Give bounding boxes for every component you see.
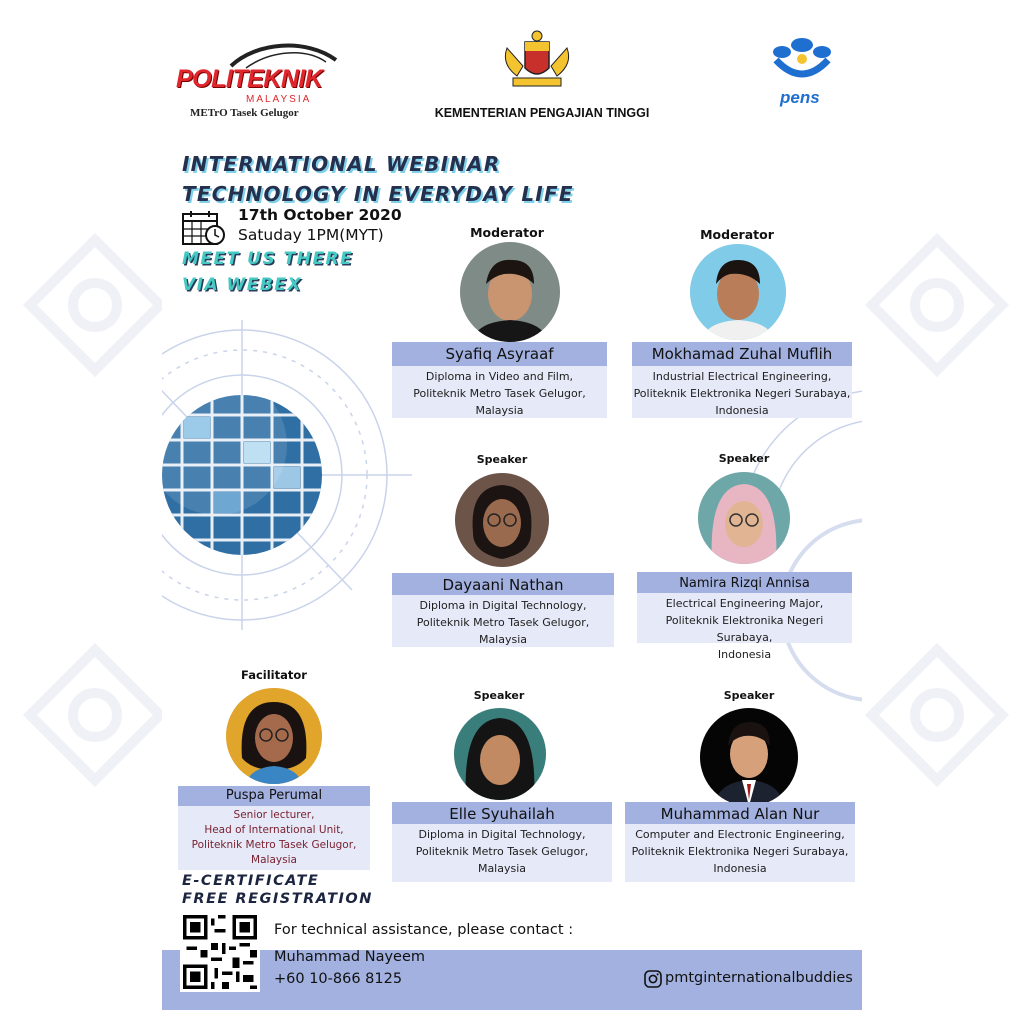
- name-alan: Muhammad Alan Nur: [625, 802, 855, 826]
- detail-line: Politeknik Elektronika Negeri Surabaya,: [665, 614, 824, 644]
- detail-line: Indonesia: [715, 404, 769, 417]
- details-mokhamad: [632, 366, 852, 418]
- politeknik-name: POLITEKNIK: [176, 65, 323, 93]
- details-syafiq: [392, 366, 607, 418]
- role-label: Speaker: [476, 453, 528, 466]
- webinar-title: INTERNATIONAL WEBINAR: [182, 152, 501, 176]
- person-icon: [454, 708, 546, 800]
- avatar-puspa: [226, 688, 322, 784]
- avatar-alan: [700, 708, 798, 806]
- coat-of-arms-icon: [497, 28, 577, 90]
- politeknik-logo: [176, 38, 351, 128]
- role-label: Speaker: [718, 452, 770, 465]
- detail-line: Senior lecturer,: [233, 809, 315, 821]
- details-alan: [625, 824, 855, 882]
- technical-assistance-text: For technical assistance, please contact :: [274, 922, 574, 938]
- detail-line: Industrial Electrical Engineering,: [652, 370, 832, 383]
- person-icon: [700, 708, 798, 806]
- role-label: Facilitator: [241, 668, 307, 682]
- webinar-poster: [162, 20, 862, 1010]
- person-icon: [698, 472, 790, 564]
- detail-line: Politeknik Metro Tasek Gelugor,: [415, 845, 589, 858]
- detail-line: Indonesia: [717, 648, 772, 661]
- detail-line: Malaysia: [477, 862, 527, 875]
- detail-line: Politeknik Elektronika Negeri Surabaya,: [633, 387, 851, 400]
- detail-line: Politeknik Metro Tasek Gelugor,: [416, 616, 590, 629]
- detail-line: Malaysia: [478, 633, 528, 646]
- person-icon: [460, 242, 560, 342]
- detail-line: Diploma in Video and Film,: [425, 370, 574, 383]
- event-day-time: Satuday 1PM(MYT): [238, 226, 384, 244]
- politeknik-country: MALAYSIA: [246, 94, 312, 105]
- detail-line: Diploma in Digital Technology,: [419, 599, 587, 612]
- ministry-block: [412, 28, 652, 128]
- globe-illustration: [162, 310, 422, 640]
- name-dayaani: Dayaani Nathan: [392, 573, 614, 597]
- detail-line: Malaysia: [475, 404, 524, 417]
- avatar-dayaani: [455, 473, 549, 567]
- name-namira: Namira Rizqi Annisa: [637, 572, 852, 596]
- avatar-namira: [698, 472, 790, 564]
- name-syafiq: Syafiq Asyraaf: [392, 342, 607, 366]
- detail-line: Diploma in Digital Technology,: [418, 828, 586, 841]
- role-label: Speaker: [473, 689, 525, 702]
- avatar-elle: [454, 708, 546, 800]
- avatar-mokhamad: [690, 244, 786, 340]
- left-ornament-top: [20, 230, 170, 380]
- detail-line: Indonesia: [713, 862, 767, 875]
- detail-line: Electrical Engineering Major,: [665, 597, 824, 610]
- person-icon: [455, 473, 549, 567]
- webinar-theme: TECHNOLOGY IN EVERYDAY LIFE: [182, 182, 574, 206]
- person-icon: [690, 244, 786, 340]
- right-ornament-bottom: [862, 640, 1012, 790]
- name-elle: Elle Syuhailah: [392, 802, 612, 826]
- role-label: Moderator: [700, 227, 774, 242]
- via-webex-text: VIA WEBEX: [182, 275, 303, 295]
- ecertificate-text: E-CERTIFICATE: [182, 873, 320, 889]
- pens-emblem-icon: [762, 36, 842, 91]
- avatar-syafiq: [460, 242, 560, 342]
- calendar-icon: [182, 210, 226, 246]
- free-registration-text: FREE REGISTRATION: [182, 891, 373, 907]
- instagram-icon: [644, 970, 662, 988]
- detail-line: Head of International Unit,: [204, 824, 344, 836]
- left-ornament-bottom: [20, 640, 170, 790]
- pens-logo: [762, 36, 842, 116]
- details-puspa: [178, 806, 370, 870]
- details-dayaani: [392, 595, 614, 647]
- detail-line: Politeknik Elektronika Negeri Surabaya,: [631, 845, 849, 858]
- instagram-handle[interactable]: pmtginternationalbuddies: [665, 970, 853, 986]
- detail-line: Politeknik Metro Tasek Gelugor,: [191, 839, 357, 851]
- meet-us-text: MEET US THERE: [182, 249, 354, 269]
- detail-line: Politeknik Metro Tasek Gelugor,: [413, 387, 586, 400]
- role-label: Speaker: [723, 689, 775, 702]
- politeknik-campus: METrO Tasek Gelugor: [190, 107, 299, 119]
- details-namira: [637, 593, 852, 661]
- ministry-name: KEMENTERIAN PENGAJIAN TINGGI: [434, 106, 650, 120]
- name-puspa: Puspa Perumal: [178, 786, 370, 806]
- right-ornament-top: [862, 230, 1012, 380]
- detail-line: Malaysia: [251, 854, 297, 866]
- registration-qr-code[interactable]: [180, 912, 260, 992]
- pens-text: pens: [780, 88, 820, 107]
- event-date: 17th October 2020: [238, 206, 402, 224]
- role-label: Moderator: [470, 225, 544, 240]
- name-mokhamad: Mokhamad Zuhal Muflih: [632, 342, 852, 366]
- person-icon: [226, 688, 322, 784]
- contact-phone[interactable]: +60 10-866 8125: [274, 971, 403, 987]
- contact-name: Muhammad Nayeem: [274, 949, 426, 965]
- details-elle: [392, 824, 612, 882]
- detail-line: Computer and Electronic Engineering,: [635, 828, 845, 841]
